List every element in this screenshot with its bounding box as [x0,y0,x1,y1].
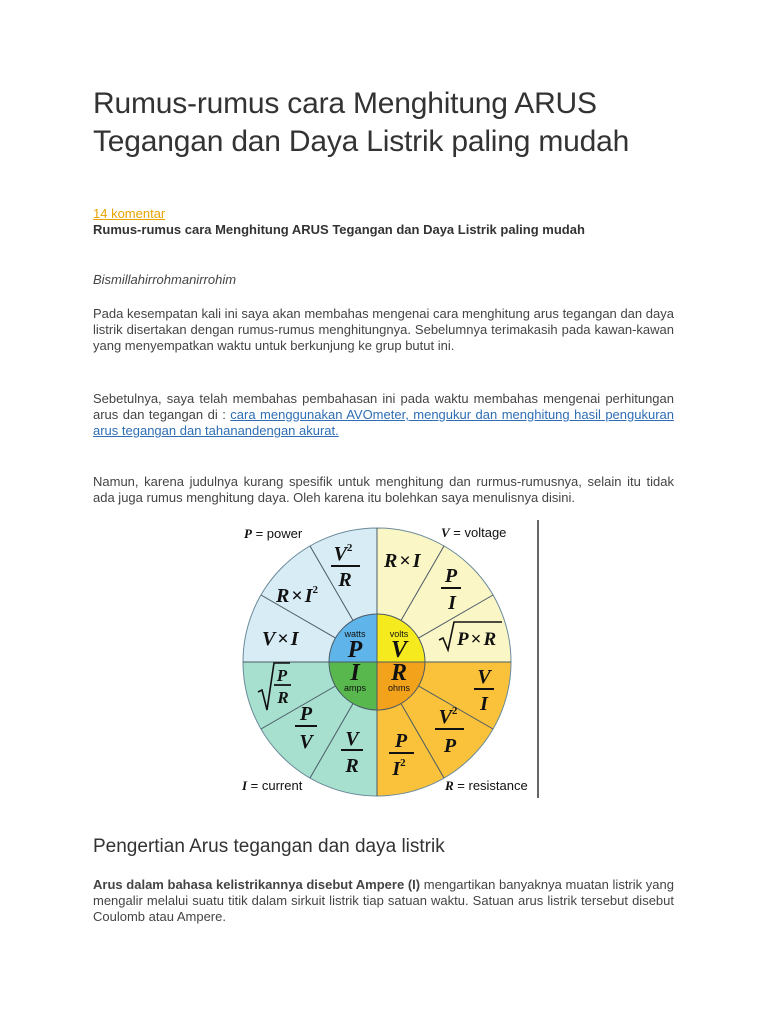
svg-text:P: P [394,730,408,752]
comments-link[interactable]: 14 komentar [93,206,166,221]
center-resistance-symbol: R [390,660,408,686]
intro-title: Rumus-rumus cara Menghitung ARUS Tegangan dan Daya Listrik paling mudah [93,222,585,237]
paragraph-reason: Namun, karena judulnya kurang spesifik untuk menghitung dan rurmus-rumusnya, selain itu tidak ada juga rumus menghitung daya. Oleh karena itu bolehkan saya menulisnya disini. [93,474,674,505]
svg-text:P: P [299,703,313,725]
section-heading: Pengertian Arus tegangan dan daya listrik [93,836,445,857]
svg-text:R: R [277,688,289,707]
center-voltage-unit: volts [389,629,409,639]
legend-resistance: R = resistance [445,778,528,793]
legend-voltage: V = voltage [441,525,507,540]
legend-current: I = current [242,778,303,793]
svg-text:I2: $I^2$ [392,757,406,780]
svg-text:P: P [444,565,458,587]
svg-text:V2: $V^2$ [333,542,353,565]
formula-r-times-i [383,550,422,572]
ohms-law-wheel-diagram [236,520,539,798]
svg-text:R: R [338,569,352,591]
svg-text:V×I: V × I [262,628,299,650]
svg-text:I: I [480,693,488,715]
center-current-unit: amps [343,683,367,693]
center-power-unit: watts [344,629,366,639]
page-title: Rumus-rumus cara Menghitung ARUS Tegangan dan Daya Listrik paling mudah [93,87,630,158]
paragraph-current-definition [93,877,674,925]
center-resistance-unit: ohms [387,683,411,693]
greeting-text: Bismillahirrohmanirrohim [93,272,237,287]
svg-text:V: V [299,731,313,753]
center-current-symbol: I [350,660,360,686]
svg-text:V2: $V^2$ [438,705,458,728]
svg-text:V: V [477,666,491,688]
svg-text:P: P [443,735,457,757]
svg-text:P×R: P × R [457,629,497,650]
paragraph-intro: Pada kesempatan kali ini saya akan membahas mengenai cara menghitung arus tegangan dan daya listrik disertakan dengan rumus-rumus menghitungnya. Sebelumnya terimakasih pada kawan-kawan yang menyempatkan waktu untuk berkunjung ke grup butut ini. [93,306,674,353]
current-definition-term: Arus dalam bahasa kelistrikannya disebut Ampere (I) [93,877,421,892]
current-definition-text: mengartikan banyaknya muatan listrik yang mengalir melalui suatu titik dalam sirkuit listrik tiap satuan waktu. Satuan arus listrik tersebut disebut Coulomb atau Ampere. [93,877,674,924]
formula-r-times-i-squared [275,584,319,607]
paragraph-previous-article-text: Sebetulnya, saya telah membahas pembahasan ini pada waktu membahas mengenai perhitungan arus dan tegangan di : [93,391,674,422]
paragraph-previous-article [93,391,674,439]
center-power-symbol: P [347,637,363,663]
legend-power: P = power [244,526,303,541]
svg-text:I: I [448,592,456,614]
formula-v-times-i [262,628,300,650]
svg-text:R: R [345,755,359,777]
center-voltage-symbol: V [390,637,408,663]
svg-text:R×I: R × I [384,550,421,572]
avometer-article-link[interactable]: cara menggunakan AVOmeter, mengukur dan menghitung hasil pengukuran arus tegangan dan tahanandengan akurat. [93,407,674,438]
svg-text:P: P [276,666,288,685]
svg-text:V: V [345,728,359,750]
svg-text:R×I2: $R \times I^2$ [276,584,319,607]
